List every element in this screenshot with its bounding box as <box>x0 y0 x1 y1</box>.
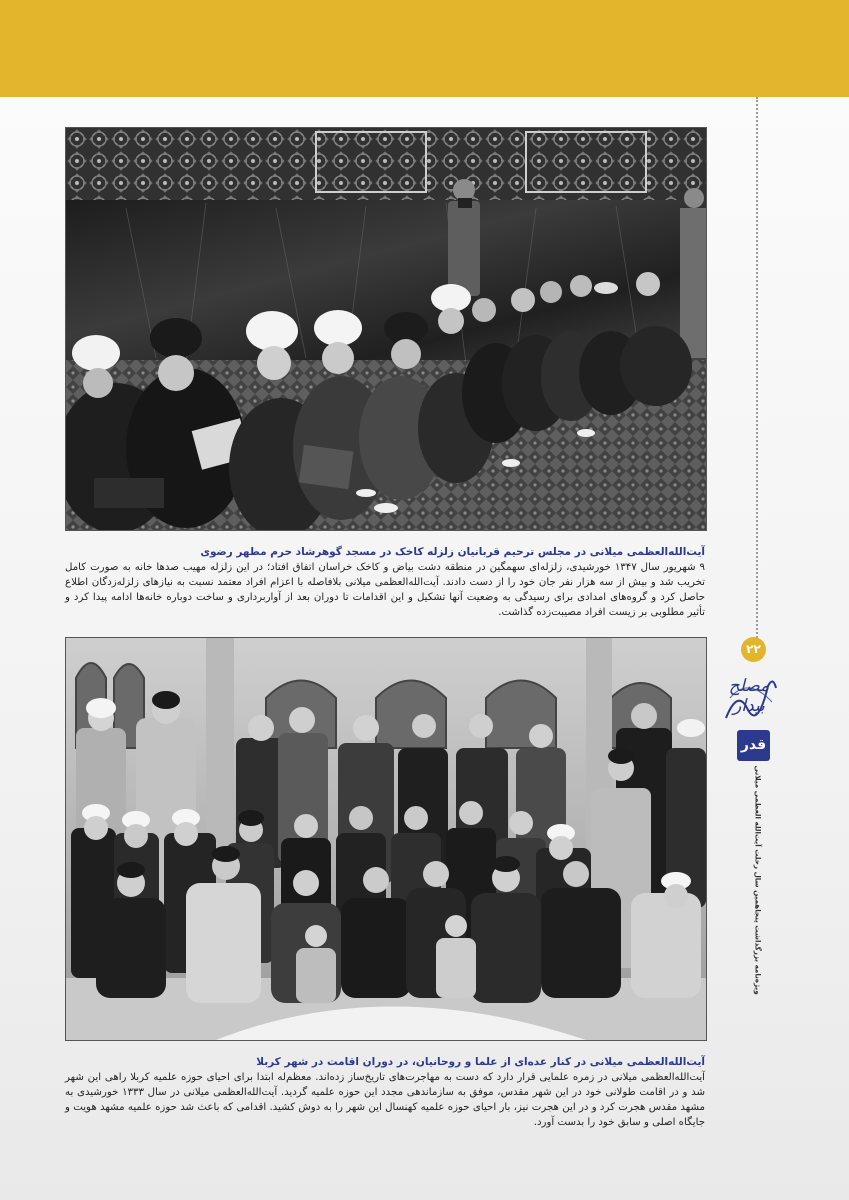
sidebar-dotted-rule <box>756 97 758 657</box>
photo-earthquake-memorial <box>65 127 707 531</box>
caption-earthquake <box>65 545 705 620</box>
sidebar-vertical-text: ویژه‌نامه بزرگداشت پنجاهمین سال رحلت آیت‌الله العظمی میلانی <box>753 765 763 995</box>
photo-earthquake-memorial-image <box>66 128 706 530</box>
sidebar-vertical-caption <box>752 765 764 995</box>
caption-earthquake-title: آیت‌الله‌العظمی میلانی در مجلس ترحیم قربانیان زلزله کاخک در مسجد گوهرشاد حرم مطهر رضوی <box>200 546 705 558</box>
magazine-title: مصلح بیدار <box>728 676 770 716</box>
header-color-band <box>0 0 849 97</box>
caption-earthquake-body: ۹ شهریور سال ۱۳۴۷ خورشیدی، زلزله‌ای سهمگین در منطقه دشت بیاض و کاخک خراسان اتفاق افتاد؛ در این زلزله مهیب صدها خانه به صورت کامل تخریب شد و بیش از سه هزار نفر جان خود را از دست دادند. آیت‌الله‌العظمی میلانی بلافاصله با اعزام افراد معتمد نسبت به نیازهای زلزله‌زدگان اطلاع حاصل کرد و گروه‌های امدادی برای رسیدگی به وضعیت آنها تشکیل و این اقدامات تا دوران بعد از آواربرداری و ساخت دوباره خانه‌ها ادامه پیدا کرد و تأثیر مطلوبی بر زیست افراد مصیبت‌زده گذاشت. <box>65 562 705 618</box>
caption-karbala <box>65 1055 705 1130</box>
photo-karbala-scholars <box>65 637 707 1041</box>
publisher-logo: قدر <box>737 730 770 761</box>
caption-karbala-title: آیت‌الله‌العظمی میلانی در کنار عده‌ای از علما و روحانیان، در دوران اقامت در شهر کربلا <box>256 1056 705 1068</box>
caption-karbala-body: آیت‌الله‌العظمی میلانی در زمره علمایی قرار دارد که دست به مهاجرت‌های تاریخ‌ساز زده‌اند. معظم‌له ابتدا برای احیای حوزه علمیه کربلا راهی این شهر شد و در اقامت طولانی خود در این شهر مقدس، موفق به سازماندهی مجدد این حوزه علمیه گردید. آیت‌الله‌العظمی میلانی در سال ۱۳۳۳ خورشیدی به مشهد مقدس هجرت کرد و در این هجرت نیز، بار احیای حوزه علمیه کهنسال این شهر را به دوش کشید. اقدامی که باعث شد حوزه علمیه مشهد هویت و جایگاه اصلی و سابق خود را بدست آورد. <box>65 1072 705 1128</box>
page-number-badge: ۲۲ <box>741 637 766 662</box>
photo-karbala-scholars-image <box>66 638 706 1040</box>
magazine-calligraphy-logo <box>718 668 780 728</box>
